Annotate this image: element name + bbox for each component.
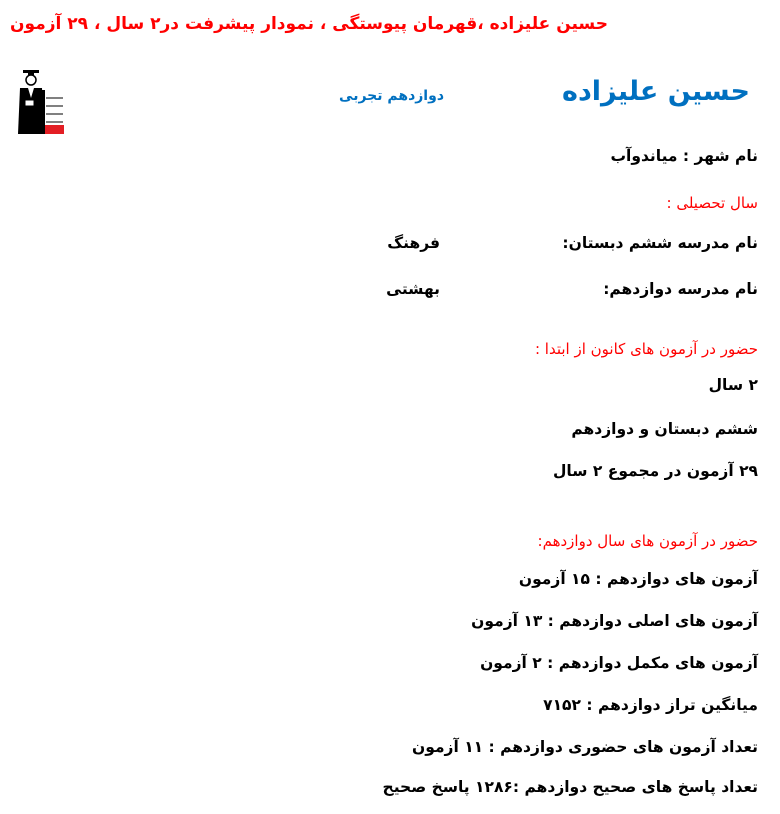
attendance-grades: ششم دبستان و دوازدهم (571, 420, 758, 438)
kanoon-logo-icon (17, 68, 65, 136)
twelfth-correct-answers: تعداد پاسخ های صحیح دوازدهم :۱۲۸۶ پاسخ صحیح (382, 778, 758, 796)
city-line: نام شهر : میاندوآب (610, 147, 758, 165)
school-sixth-label: نام مدرسه ششم دبستان: (562, 234, 758, 252)
attendance-total: ۲۹ آزمون در مجموع ۲ سال (552, 462, 758, 480)
kanoon-logo (17, 68, 65, 136)
page-title: حسین علیزاده ،قهرمان پیوستگی ، نمودار پیشرفت در۲ سال ، ۲۹ آزمون (10, 14, 608, 34)
school-sixth-value: فرهنگ (387, 234, 440, 252)
twelfth-average-score: میانگین تراز دوازدهم : ۷۱۵۲ (543, 696, 758, 714)
twelfth-exams: آزمون های دوازدهم : ۱۵ آزمون (518, 570, 758, 588)
student-name: حسین علیزاده (562, 76, 750, 107)
attendance-years: ۲ سال (708, 376, 758, 394)
school-twelfth-value: بهشتی (386, 280, 440, 298)
student-grade: دوازدهم تجربی (339, 88, 444, 104)
academic-year-label: سال تحصیلی : (666, 194, 758, 212)
twelfth-in-person-exams: تعداد آزمون های حضوری دوازدهم : ۱۱ آزمون (412, 738, 758, 756)
twelfth-supplementary-exams: آزمون های مکمل دوازدهم : ۲ آزمون (480, 654, 758, 672)
attendance-start-label: حضور در آزمون های کانون از ابتدا : (534, 340, 758, 358)
attendance-twelfth-label: حضور در آزمون های سال دوازدهم: (537, 532, 758, 550)
twelfth-main-exams: آزمون های اصلی دوازدهم : ۱۳ آزمون (471, 612, 758, 630)
school-twelfth-label: نام مدرسه دوازدهم: (603, 280, 758, 298)
